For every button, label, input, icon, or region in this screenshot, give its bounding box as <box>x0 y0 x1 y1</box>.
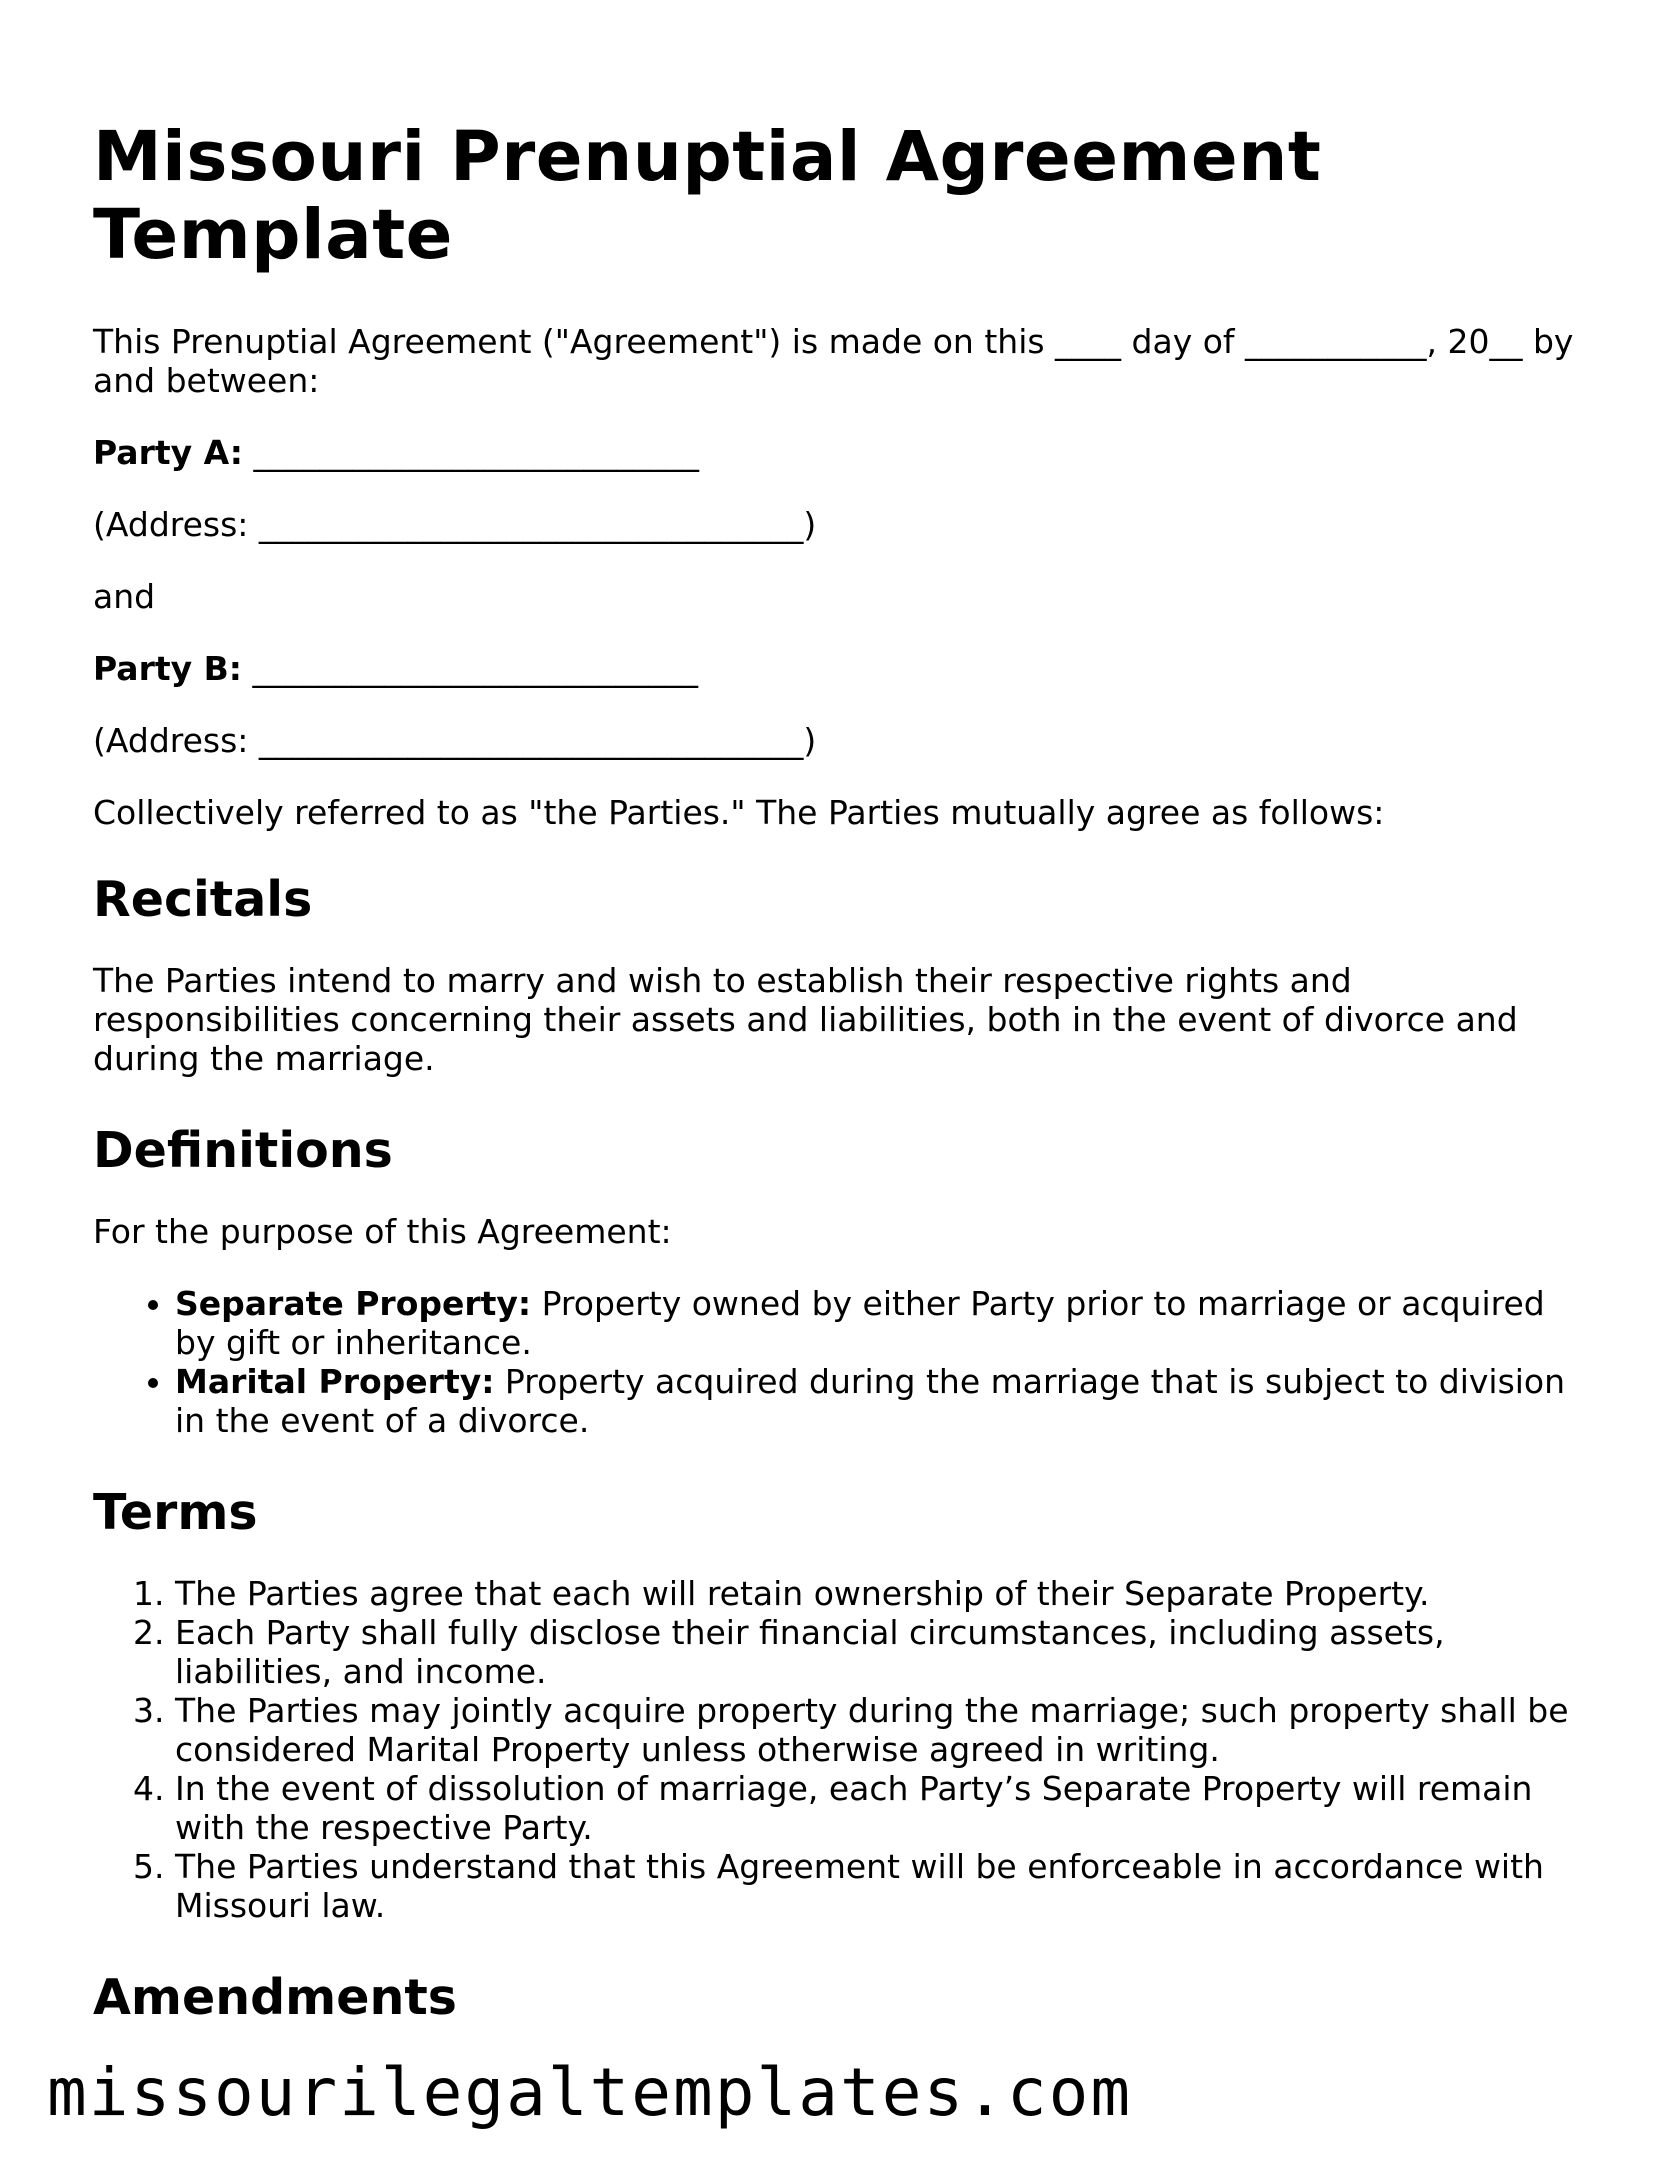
definitions-heading: Definitions <box>93 1122 393 1179</box>
amendments-heading: Amendments <box>93 1969 457 2026</box>
terms-item: 4. In the event of dissolution of marriage, each Party’s Separate Property will remain with the respective Party. <box>175 1769 1593 1847</box>
intro-paragraph: This Prenuptial Agreement ("Agreement") is made on this ____ day of ___________, 20__ by and between: <box>93 322 1574 400</box>
party-a-line <box>93 433 1593 472</box>
terms-item: 2. Each Party shall fully disclose their financial circumstances, including assets, liabilities, and income. <box>175 1613 1593 1691</box>
recitals-heading: Recitals <box>93 871 313 928</box>
site-watermark: missourilegaltemplates.com <box>47 2054 1133 2131</box>
document-page <box>93 118 1593 2059</box>
collective-paragraph: Collectively referred to as "the Parties." The Parties mutually agree as follows: <box>93 793 1385 832</box>
terms-item: 1. The Parties agree that each will retain ownership of their Separate Property. <box>175 1574 1593 1613</box>
definition-term: Separate Property: <box>175 1284 532 1323</box>
party-a-blank: ___________________________ <box>242 433 699 472</box>
page-title: Missouri Prenuptial Agreement Template <box>93 117 1322 275</box>
terms-item: 5. The Parties understand that this Agreement will be enforceable in accordance with Missouri law. <box>175 1847 1593 1925</box>
party-b-blank: ___________________________ <box>241 649 698 688</box>
definitions-intro: For the purpose of this Agreement: <box>93 1212 672 1251</box>
definition-item <box>175 1284 1593 1362</box>
party-b-address: (Address: _________________________________) <box>93 721 817 760</box>
party-b-label: Party B: <box>93 649 242 688</box>
recitals-text: The Parties intend to marry and wish to establish their respective rights and responsibilities concerning their assets and liabilities, both in the event of divorce and during the marriage. <box>93 961 1518 1078</box>
terms-heading: Terms <box>93 1484 258 1541</box>
definition-item <box>175 1362 1593 1440</box>
and-text: and <box>93 577 156 616</box>
party-a-label: Party A: <box>93 433 243 472</box>
terms-list <box>93 1574 1593 1925</box>
definition-term: Marital Property: <box>175 1362 495 1401</box>
definitions-list <box>93 1284 1593 1440</box>
definition-text: Property acquired during the marriage that is subject to division in the event of a divorce. <box>175 1362 1566 1440</box>
terms-item: 3. The Parties may jointly acquire property during the marriage; such property shall be considered Marital Property unless otherwise agreed in writing. <box>175 1691 1593 1769</box>
party-a-address: (Address: _________________________________) <box>93 505 817 544</box>
definition-text: Property owned by either Party prior to marriage or acquired by gift or inheritance. <box>175 1284 1545 1362</box>
party-b-line <box>93 649 1593 688</box>
